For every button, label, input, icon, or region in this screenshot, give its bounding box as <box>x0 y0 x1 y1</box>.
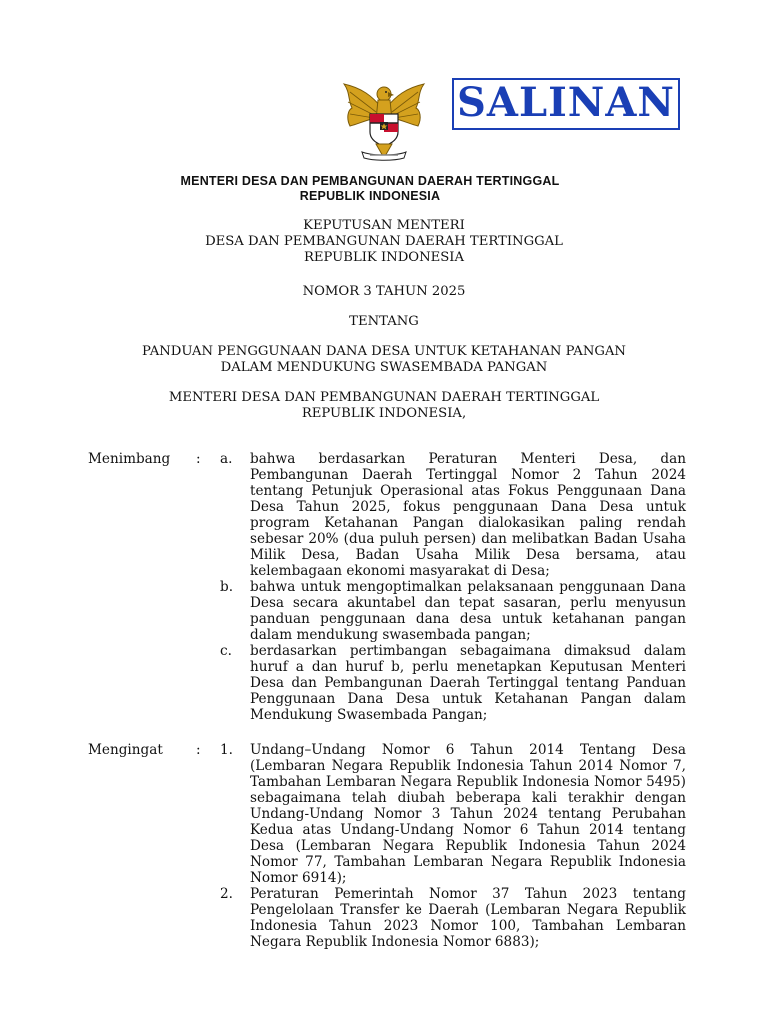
list-item-text: bahwa untuk mengoptimalkan pelaksanaan penggunaan Dana Desa secara akuntabel dan tepat sasaran, perlu menyusun panduan penggunaan dana desa untuk ketahanan pangan dalam mendukung swasembada pangan; <box>250 579 686 643</box>
list-item <box>220 742 686 886</box>
salinan-stamp: SALINAN <box>452 78 680 130</box>
decree-title-line-3: REPUBLIK INDONESIA <box>303 250 465 265</box>
list-item-text: Undang–Undang Nomor 6 Tahun 2014 Tentang Desa (Lembaran Negara Republik Indonesia Tahun 2014 Nomor 7, Tambahan Lembaran Negara Republik Indonesia Nomor 5495) sebagaimana telah diubah beberapa kali terakhir dengan Undang-Undang Nomor 3 Tahun 2024 tentang Perubahan Kedua atas Undang-Undang Nomor 6 Tahun 2014 tentang Desa (Lembaran Negara Republik Indonesia Tahun 2024 Nomor 77, Tambahan Lembaran Negara Republik Indonesia Nomor 6914); <box>250 742 686 886</box>
list-item <box>220 643 686 723</box>
list-item-text: bahwa berdasarkan Peraturan Menteri Desa, dan Pembangunan Daerah Tertinggal Nomor 2 Tahun 2024 tentang Petunjuk Operasional atas Fokus Penggunaan Dana Desa Tahun 2025, fokus penggunaan Dana Desa untuk program Ketahanan Pangan dialokasikan paling rendah sebesar 20% (dua puluh persen) dan melibatkan Badan Usaha Milik Desa, Badan Usaha Milik Desa bersama, atau kelembagaan ekonomi masyarakat di Desa; <box>250 451 686 579</box>
garuda-emblem-icon <box>336 78 432 164</box>
mengingat-label: Mengingat <box>88 742 163 758</box>
menimbang-colon: : <box>196 451 201 467</box>
mengingat-colon: : <box>196 742 201 758</box>
list-item <box>220 579 686 643</box>
decree-title <box>0 218 768 266</box>
list-item-text: Peraturan Pemerintah Nomor 37 Tahun 2023 tentang Pengelolaan Transfer ke Daerah (Lembaran Negara Republik Indonesia Tahun 2023 Nomor 100, Tambahan Lembaran Negara Republik Indonesia Nomor 6883); <box>250 886 686 950</box>
decree-number: NOMOR 3 TAHUN 2025 <box>302 284 466 299</box>
decree-issuer <box>0 390 768 422</box>
org-line-2: REPUBLIK INDONESIA <box>299 189 441 203</box>
issuing-organization <box>0 174 768 204</box>
list-item-number: 2. <box>220 886 233 902</box>
list-item-number: 1. <box>220 742 233 758</box>
list-item-number: a. <box>220 451 233 467</box>
menimbang-section <box>88 451 686 723</box>
decree-issuer-line-1: MENTERI DESA DAN PEMBANGUNAN DAERAH TERTINGGAL <box>168 390 600 405</box>
decree-about: TENTANG <box>349 314 419 329</box>
list-item <box>220 451 686 579</box>
decree-subject <box>0 344 768 376</box>
menimbang-label: Menimbang <box>88 451 171 467</box>
decree-issuer-line-2: REPUBLIK INDONESIA, <box>301 406 467 421</box>
list-item <box>220 886 686 950</box>
decree-title-line-2: DESA DAN PEMBANGUNAN DAERAH TERTINGGAL <box>205 234 563 249</box>
org-line-1: MENTERI DESA DAN PEMBANGUNAN DAERAH TERTINGGAL <box>180 174 560 188</box>
decree-subject-line-1: PANDUAN PENGGUNAAN DANA DESA UNTUK KETAHANAN PANGAN <box>142 344 626 359</box>
list-item-number: c. <box>220 643 232 659</box>
mengingat-section <box>88 742 686 950</box>
decree-title-line-1: KEPUTUSAN MENTERI <box>303 218 465 233</box>
decree-subject-line-2: DALAM MENDUKUNG SWASEMBADA PANGAN <box>220 360 548 375</box>
list-item-number: b. <box>220 579 234 595</box>
list-item-text: berdasarkan pertimbangan sebagaimana dimaksud dalam huruf a dan huruf b, perlu menetapkan Keputusan Menteri Desa dan Pembangunan Daerah Tertinggal tentang Panduan Penggunaan Dana Desa untuk Ketahanan Pangan dalam Mendukung Swasembada Pangan; <box>250 643 686 723</box>
